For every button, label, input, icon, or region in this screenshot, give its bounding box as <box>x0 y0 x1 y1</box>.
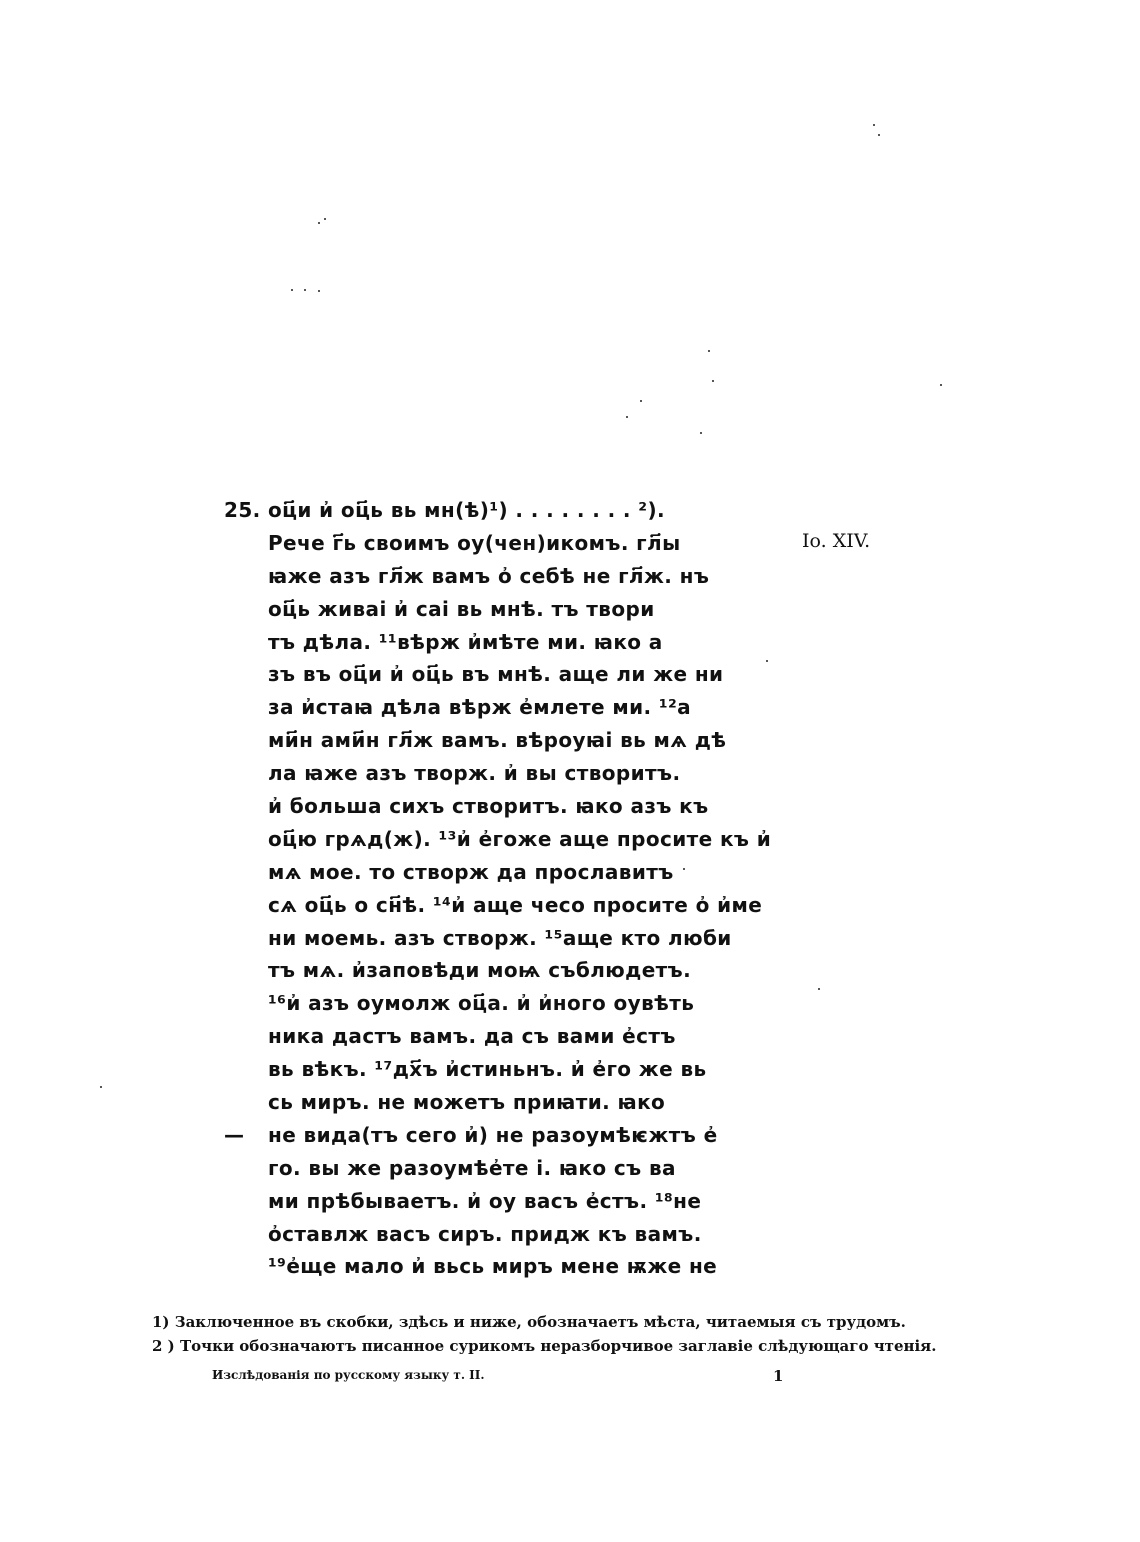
line-text: тъ мѧ. и҆заповѣди моѩ съблюдетъ. <box>268 958 692 983</box>
print-speck <box>708 350 710 352</box>
line-text: вь вѣкъ. ¹⁷дх҃ъ и҆стиньнъ. и҆ е҆го же вь <box>268 1057 707 1082</box>
line-text: оц҃ь живаі и҆ саі вь мнѣ. тъ твори <box>268 596 655 621</box>
text-line <box>224 954 744 987</box>
text-line <box>224 856 744 889</box>
line-text: ¹⁶и҆ азъ оумолж оц҃а. и҆ и҆ного оувѣть <box>268 991 695 1016</box>
print-speck <box>100 1086 102 1088</box>
line-text: не вида(тъ сего и҆) не разоумѣѥжтъ е҆ <box>268 1122 718 1147</box>
main-text-block <box>224 494 772 1283</box>
line-text: ла ꙗже азъ творж. и҆ вы створитъ. <box>268 761 681 786</box>
print-speck <box>940 384 942 386</box>
text-line <box>224 1119 744 1152</box>
text-line <box>224 1218 744 1251</box>
line-text: Рече г҃ь своимъ оу(чен)икомъ. гл҃ы <box>268 530 681 555</box>
line-text: ꙗже азъ гл҃ж вамъ о҆ себѣ не гл҃ж. нъ <box>268 563 710 588</box>
line-text: сѧ оц҃ь о сн҃ѣ. ¹⁴и҆ аще чесо просите о҆ и҆ме <box>268 892 763 917</box>
text-line <box>224 593 744 626</box>
line-text: сь миръ. не можетъ приꙗти. ꙗко <box>268 1090 666 1115</box>
footnote: 2 ) Точки обозначаютъ писанное сурикомъ неразборчивое заглавіе слѣдующаго чтенія. <box>152 1337 937 1355</box>
text-line <box>224 527 744 560</box>
print-speck <box>291 289 293 291</box>
print-speck <box>700 432 702 434</box>
line-text: оц҃и и҆ оц҃ь вь мн(ѣ)¹) . . . . . . . . ²). <box>268 498 665 522</box>
page-number: 1 <box>773 1367 784 1385</box>
margin-reference: Io. XIV. <box>802 530 871 552</box>
print-speck <box>304 289 306 291</box>
print-speck <box>878 134 880 136</box>
print-speck <box>626 416 628 418</box>
text-line <box>224 790 744 823</box>
line-text: ни моемь. азъ створж. ¹⁵аще кто люби <box>268 925 732 950</box>
text-line <box>224 1020 744 1053</box>
text-line <box>224 889 763 922</box>
text-line <box>224 691 744 724</box>
text-line <box>224 1250 744 1283</box>
print-speck <box>318 222 320 224</box>
footnotes <box>152 1310 937 1358</box>
print-speck <box>818 988 820 990</box>
verse-number: 25. <box>224 498 261 522</box>
print-speck <box>324 218 326 220</box>
print-speck <box>766 660 768 662</box>
line-text: ми прѣбываетъ. и҆ оу васъ е҆стъ. ¹⁸не <box>268 1188 702 1213</box>
line-text: за и҆стаꙗ дѣла вѣрж е҆млете ми. ¹²а <box>268 695 692 720</box>
text-line <box>224 560 744 593</box>
print-speck <box>318 290 320 292</box>
text-line <box>224 987 744 1020</box>
line-text: зъ въ оц҃и и҆ оц҃ь въ мнѣ. аще ли же ни <box>268 662 724 687</box>
line-text: о҆ставлж васъ сиръ. придж къ вамъ. <box>268 1221 702 1246</box>
text-line <box>224 1086 744 1119</box>
print-speck <box>712 380 714 382</box>
line-text: и҆ больша сихъ створитъ. ꙗко азъ къ <box>268 794 709 819</box>
text-line <box>224 1053 744 1086</box>
footer-title: Изслѣдованія по русскому языку т. II. <box>212 1368 485 1382</box>
text-line <box>224 922 744 955</box>
line-text: ¹⁹е҆ще мало и҆ вьсь миръ мене ѭже не <box>268 1254 718 1279</box>
text-line <box>224 757 744 790</box>
text-line <box>224 658 744 691</box>
text-line <box>224 823 772 856</box>
text-line <box>224 1185 744 1218</box>
line-text: ника дастъ вамъ. да съ вами е҆стъ <box>268 1024 676 1049</box>
text-line <box>224 494 744 527</box>
line-text: го. вы же разоумѣе҆те і. ꙗко съ ва <box>268 1155 676 1180</box>
margin-dash: — <box>224 1122 245 1147</box>
line-text: тъ дѣла. ¹¹вѣрж и҆мѣте ми. ꙗко а <box>268 629 663 654</box>
text-line <box>224 626 744 659</box>
print-speck <box>640 400 642 402</box>
footnote: 1) Заключенное въ скобки, здѣсь и ниже, обозначаетъ мѣста, читаемыя съ трудомъ. <box>152 1313 906 1331</box>
print-speck <box>873 124 875 126</box>
line-text: мѧ мое. то створж да прославитъ <box>268 859 674 884</box>
text-line <box>224 1152 744 1185</box>
text-line <box>224 724 744 757</box>
line-text: оц҃ю грѧд(ж). ¹³и҆ е҆гоже аще просите къ и҆ <box>268 826 772 851</box>
line-text: ми҃н ами҃н гл҃ж вамъ. вѣроуꙗі вь мѧ дѣ <box>268 728 727 753</box>
